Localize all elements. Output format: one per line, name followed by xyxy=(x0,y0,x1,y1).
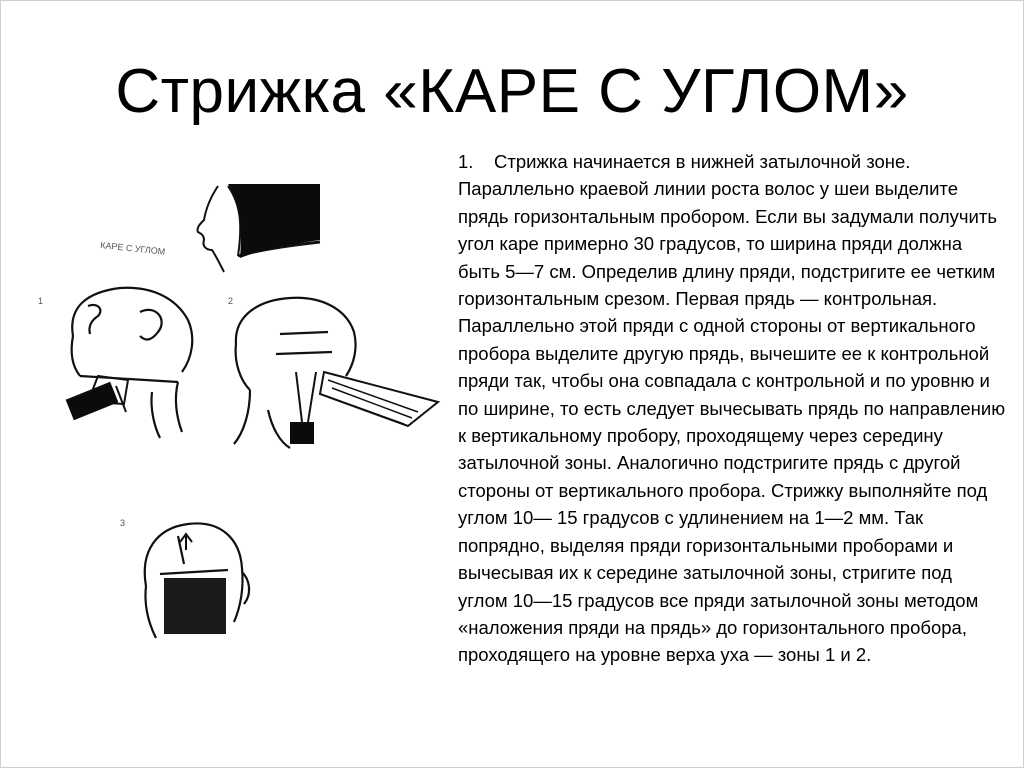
comb-left xyxy=(66,382,119,420)
section-bottom xyxy=(164,578,226,634)
illustration-caption: КАРЕ С УГЛОМ xyxy=(99,240,166,257)
step-mark-1: 1 xyxy=(38,296,44,306)
strand-right xyxy=(320,372,438,426)
list-number: 1. xyxy=(458,151,474,172)
haircut-illustration xyxy=(28,176,448,646)
instruction-paragraph xyxy=(458,148,1006,669)
comb-right xyxy=(290,422,314,444)
head-left-drawing xyxy=(72,288,193,438)
step-mark-3: 3 xyxy=(120,518,126,528)
slide-title: Стрижка «КАРЕ С УГЛОМ» xyxy=(115,57,909,126)
bob-hair-top xyxy=(228,184,320,258)
step-mark-2: 2 xyxy=(228,296,234,306)
instruction-text: Стрижка начинается в нижней затылочной зоне. Параллельно краевой линии роста волос у шеи выделите прядь горизонтальным пробором. Если вы задумали получить угол каре примерно 30 градусов, то ширина пряди должна быть 5—7 см. Определив длину пряди, подстригите ее четким горизонтальным срезом. Первая прядь — контрольная. Параллельно этой пряди с одной стороны от вертикального пробора выделите другую прядь, вычешите ее к контрольной пряди так, чтобы она совпадала с контрольной и по уровню и по ширине, то есть следует вычесывать прядь по направлению к вертикальному пробору, проходящему через середину затылочной зоны. Аналогично подстригите прядь с другой стороны от вертикального пробора. Стрижку выполняйте под углом 10— 15 градусов с удлинением на 1—2 мм. Так попрядно, выделяя пряди горизонтальными проборами и вычесывая их к середине затылочной зоны, стригите под углом 10—15 градусов все пряди затылочной зоны методом «наложения пряди на прядь» до горизонтального пробора, проходящего на уровне верха уха — зоны 1 и 2. xyxy=(458,151,1006,666)
